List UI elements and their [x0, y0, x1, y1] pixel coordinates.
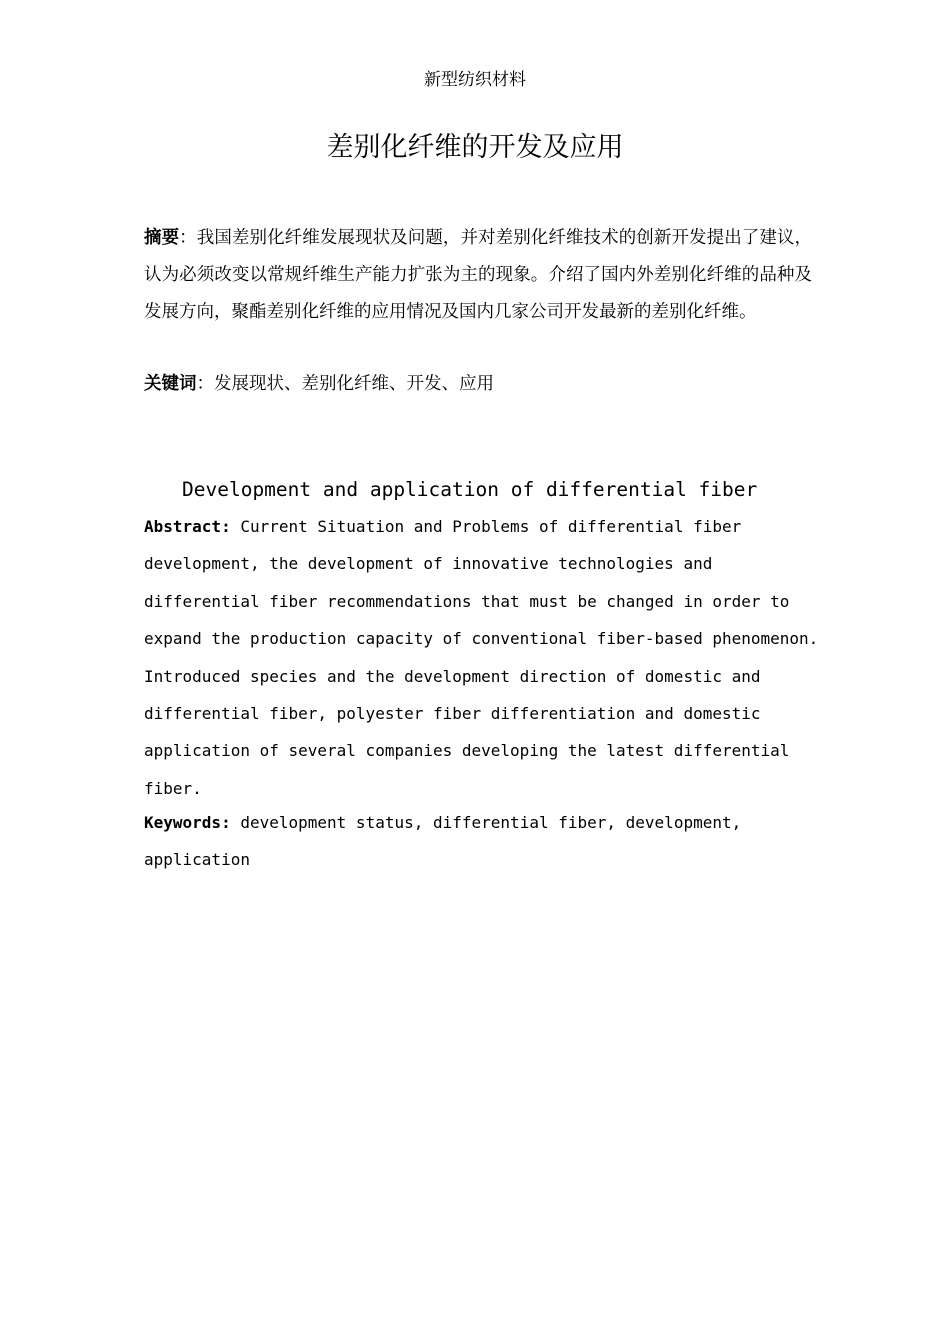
chinese-title: 差别化纤维的开发及应用 [326, 132, 624, 163]
english-keywords-label: Keywords: [144, 813, 231, 832]
english-keywords-text: development status, differential fiber, development, application [144, 813, 742, 870]
chinese-abstract-separator: ： [179, 228, 197, 248]
english-title: Development and application of differential fiber [182, 478, 758, 501]
chinese-abstract-label: 摘要 [144, 228, 180, 248]
english-abstract [144, 508, 824, 807]
chinese-keywords [144, 366, 812, 403]
running-header: 新型纺织材料 [424, 70, 526, 90]
chinese-keywords-separator: ： [196, 374, 214, 394]
chinese-keywords-text: 发展现状、差别化纤维、开发、应用 [214, 374, 494, 394]
english-abstract-label: Abstract: [144, 517, 231, 536]
english-abstract-text: Current Situation and Problems of differential fiber development, the development of innovative technologies and differential fiber recommendations that must be changed in order to expand the production capacity of conventional fiber-based phenomenon. Introduced species and the development direction of domestic and differential fiber, polyester fiber differentiation and domestic application of several companies developing the latest differential fiber. [144, 517, 819, 798]
chinese-abstract [144, 220, 812, 331]
chinese-abstract-text: 我国差别化纤维发展现状及问题，并对差别化纤维技术的创新开发提出了建议，认为必须改变以常规纤维生产能力扩张为主的现象。介绍了国内外差别化纤维的品种及发展方向，聚酯差别化纤维的应用情况及国内几家公司开发最新的差别化纤维。 [144, 228, 813, 322]
chinese-keywords-label: 关键词 [144, 374, 197, 394]
english-keywords [144, 804, 824, 879]
